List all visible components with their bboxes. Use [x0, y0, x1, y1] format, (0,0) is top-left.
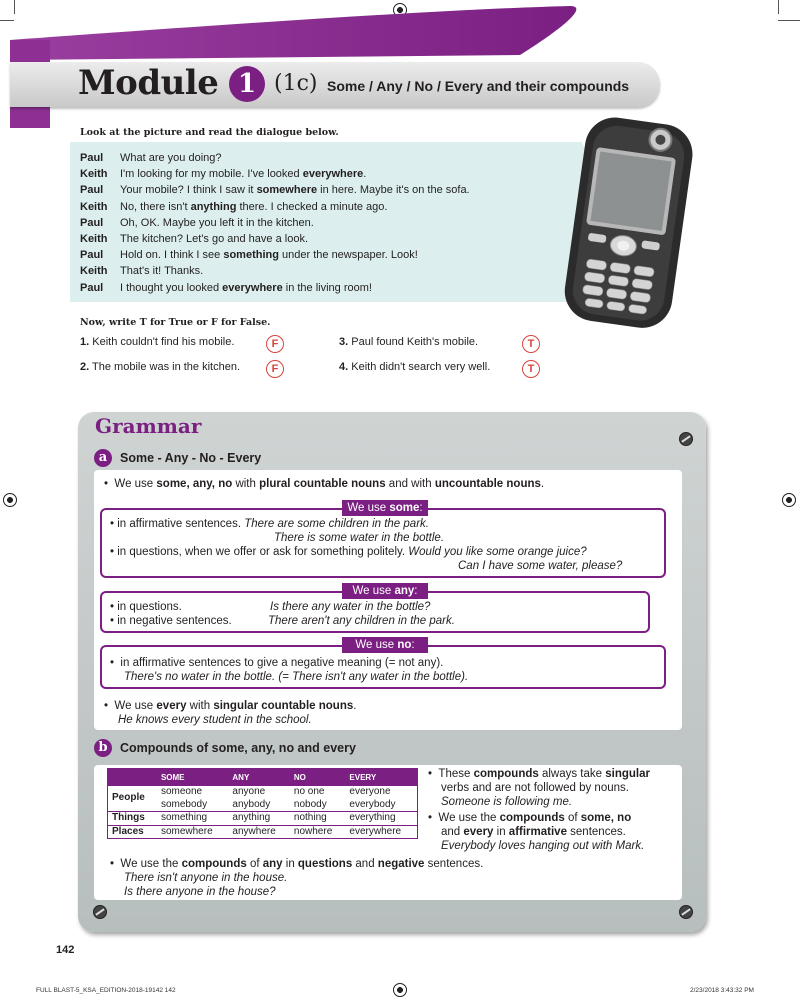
every-rule: • We use every with singular countable nouns.: [104, 700, 357, 712]
footer-right: 2/23/2018 3:43:32 PM: [690, 987, 754, 994]
text-run: in questions, when we offer or ask for something politely.: [117, 546, 409, 558]
text-run: in: [493, 826, 509, 838]
text-run: The kitchen? Let's go and have a look.: [120, 233, 309, 245]
module-number-badge: 1: [229, 66, 265, 102]
text-run: Oh, OK. Maybe you left it in the kitchen.: [120, 216, 314, 229]
any-rule-example: There aren't any children in the park.: [268, 615, 455, 627]
dialogue-speaker: Paul: [80, 216, 104, 229]
text-run: singular countable nouns: [213, 700, 354, 712]
registration-mark-icon: [3, 493, 17, 507]
compounds-note-1: • These compounds always take singular: [428, 768, 650, 780]
table-cell-word: everyone: [349, 786, 391, 797]
compounds-note-2-line2: [441, 825, 626, 839]
text-run: sentences.: [566, 826, 626, 838]
table-column-header: NO: [290, 769, 346, 786]
text-run: .: [540, 478, 545, 490]
text-run: there. I checked a minute ago.: [236, 200, 388, 213]
section-b-badge: b: [94, 739, 112, 757]
text-run: Can I have some water, please?: [458, 560, 623, 572]
table-column-header: [108, 769, 157, 786]
screw-icon: [679, 432, 693, 446]
table-cell-word: anything: [232, 812, 271, 823]
text-run: Hold on. I think I see: [120, 249, 224, 262]
quiz-answer-badge: T: [522, 335, 540, 353]
table-cell-word: everywhere: [349, 825, 402, 837]
text-run: compounds: [473, 768, 539, 780]
table-cell: [345, 812, 417, 826]
lesson-title: Some / Any / No / Every and their compounds: [327, 78, 630, 94]
table-cell: [157, 812, 228, 826]
dialogue-line: [80, 232, 308, 246]
text-run: in the living room!: [282, 281, 372, 294]
text-run: compounds: [181, 858, 247, 870]
text-run: uncountable nouns: [434, 478, 541, 490]
table-cell-word: something: [160, 812, 208, 823]
quiz-item-number: 3.: [339, 336, 349, 348]
quiz-answer-badge: F: [266, 360, 284, 378]
dialogue-line: [80, 264, 203, 278]
text-run: We use: [114, 700, 157, 712]
table-cell-word: anywhere: [232, 825, 276, 837]
some-rule-line: [274, 531, 444, 545]
table-column-header: SOME: [157, 769, 228, 786]
table-cell-word: anybody: [232, 798, 271, 810]
table-row: [108, 825, 418, 839]
dialogue-line: [80, 183, 470, 197]
table-cell-word: somewhere: [160, 825, 213, 837]
section-b-heading: Compounds of some, any, no and every: [120, 741, 356, 755]
any-rule-use: in questions.: [117, 601, 182, 613]
quiz-item-number: 4.: [339, 361, 349, 373]
text-run: These: [438, 768, 474, 780]
any-rule-example: Is there any water in the bottle?: [270, 601, 431, 613]
quiz-item: [80, 336, 234, 348]
text-run: anything: [190, 200, 237, 213]
text-run: some, any, no: [156, 478, 233, 490]
table-cell: [228, 812, 289, 826]
dialogue-line: [80, 216, 314, 230]
text-run: singular: [605, 768, 650, 780]
compounds-note-2: • We use the compounds of some, no: [428, 812, 632, 824]
lesson-code: (1c): [274, 71, 318, 96]
compounds-note-2-example: Everybody loves hanging out with Mark.: [441, 840, 645, 852]
dialogue-speaker: Paul: [80, 249, 104, 262]
crop-mark: [778, 0, 779, 14]
dialogue-speaker: Keith: [80, 168, 108, 181]
table-column-header: ANY: [228, 769, 289, 786]
mobile-phone-illustration: [552, 112, 702, 342]
table-cell: [290, 812, 346, 826]
page-number: 142: [56, 944, 75, 956]
table-cell: [290, 825, 346, 839]
compounds-note-3-example-2: Is there anyone in the house?: [124, 886, 276, 898]
text-run: I thought you looked: [120, 281, 223, 294]
table-cell-word: no one: [293, 786, 325, 797]
text-run: .: [363, 168, 367, 181]
no-label: We use no:: [342, 637, 428, 653]
table-cell-word: nowhere: [293, 825, 333, 837]
quiz-answer-badge: T: [522, 360, 540, 378]
text-run: questions: [297, 858, 353, 870]
text-run: What are you doing?: [120, 152, 222, 164]
dialogue-line: [80, 200, 387, 214]
compounds-note-3-example-1: There isn't anyone in the house.: [124, 872, 288, 884]
footer-left: FULL BLAST-5_KSA_EDITION-2018-19142 142: [36, 987, 176, 994]
compounds-table: [107, 768, 418, 839]
dialogue-speaker: Paul: [80, 152, 104, 164]
screw-icon: [93, 905, 107, 919]
table-cell: [345, 786, 417, 812]
table-cell: [157, 786, 228, 812]
quiz-item: [339, 336, 478, 348]
section-a-badge: a: [94, 449, 112, 467]
some-rule-line: • in questions, when we offer or ask for something politely. Would you like some orange juice?: [110, 546, 587, 558]
table-cell-word: anyone: [232, 786, 266, 797]
quiz-item-number: 2.: [80, 361, 90, 373]
every-example: He knows every student in the school.: [118, 714, 312, 726]
module-word: Module: [78, 63, 219, 103]
dialogue-speaker: Keith: [80, 265, 108, 278]
table-row-label: People: [108, 786, 157, 812]
text-run: and: [352, 858, 378, 870]
text-run: There are some children in the park.: [244, 518, 429, 530]
text-run: We use the: [438, 812, 500, 824]
table-cell: [345, 825, 417, 839]
text-run: some, no: [580, 812, 632, 824]
dialogue-line: [80, 151, 222, 165]
text-run: everywhere: [222, 281, 283, 294]
dialogue-speaker: Keith: [80, 200, 108, 213]
table-cell: [290, 786, 346, 812]
quiz-item: [80, 361, 240, 373]
table-row: [108, 812, 418, 826]
compounds-note-1-line2: verbs and are not followed by nouns.: [441, 782, 629, 794]
crop-mark: [778, 20, 800, 21]
table-cell: [228, 786, 289, 812]
any-rule-use: in negative sentences.: [117, 615, 232, 627]
dialogue-speaker: Paul: [80, 281, 104, 294]
some-label: We use some:: [342, 500, 428, 516]
quiz-answer-badge: F: [266, 335, 284, 353]
text-run: We use the: [120, 858, 182, 870]
any-rule-line: • in negative sentences.: [110, 615, 232, 627]
no-example: There's no water in the bottle. (= There isn't any water in the bottle).: [124, 671, 469, 683]
some-rule-line: • in affirmative sentences. There are some children in the park.: [110, 518, 429, 530]
quiz-item-text: Paul found Keith's mobile.: [351, 336, 479, 348]
screw-icon: [679, 905, 693, 919]
text-run: something: [223, 249, 279, 262]
dialogue-line: [80, 167, 366, 181]
text-run: negative: [377, 858, 425, 870]
table-cell-word: someone: [160, 786, 203, 797]
table-cell-word: everybody: [349, 798, 396, 810]
text-run: with: [232, 478, 260, 490]
text-run: and with: [385, 478, 435, 490]
text-run: every: [463, 826, 494, 838]
dialogue-speaker: Keith: [80, 233, 108, 245]
table-row-label: Things: [108, 812, 157, 826]
text-run: Your mobile? I think I saw it: [120, 184, 257, 197]
dialogue-speaker: Paul: [80, 184, 104, 197]
table-cell-word: somebody: [160, 798, 208, 810]
intro-rule: • We use some, any, no with plural countable nouns and with uncountable nouns.: [104, 478, 545, 490]
table-column-header: EVERY: [345, 769, 417, 786]
table-cell-word: nobody: [293, 798, 327, 810]
table-cell: [228, 825, 289, 839]
text-run: every: [156, 700, 187, 712]
text-run: any: [262, 858, 283, 870]
section-a-heading: Some - Any - No - Every: [120, 451, 262, 465]
quiz-item-text: Keith didn't search very well.: [351, 361, 491, 373]
text-run: No, there isn't: [120, 200, 191, 213]
grammar-title: Grammar: [95, 414, 202, 438]
quiz-item: [339, 361, 490, 373]
text-run: in affirmative sentences.: [117, 518, 245, 530]
compounds-note-3: • We use the compounds of any in questions and negative sentences.: [110, 858, 484, 870]
text-run: I'm looking for my mobile. I've looked: [120, 168, 303, 181]
dialogue-line: [80, 248, 418, 262]
table-cell-word: everything: [349, 812, 396, 823]
text-run: sentences.: [424, 858, 484, 870]
dialogue-instruction: Look at the picture and read the dialogue below.: [80, 127, 339, 138]
table-row-label: Places: [108, 825, 157, 839]
text-run: somewhere: [256, 184, 318, 197]
text-run: always take: [538, 768, 606, 780]
text-run: under the newspaper. Look!: [278, 249, 418, 262]
quiz-item-text: Keith couldn't find his mobile.: [92, 336, 235, 348]
text-run: compounds: [499, 812, 565, 824]
table-cell: [157, 825, 228, 839]
text-run: and: [441, 826, 464, 838]
text-run: There is some water in the bottle.: [274, 532, 445, 544]
text-run: plural countable nouns: [259, 478, 386, 490]
compounds-note-1-example: Someone is following me.: [441, 796, 573, 808]
table-row: [108, 786, 418, 812]
registration-mark-icon: [393, 983, 407, 997]
text-run: of: [564, 812, 581, 824]
quiz-instruction: Now, write T for True or F for False.: [80, 317, 271, 328]
quiz-item-number: 1.: [80, 336, 90, 348]
text-run: of: [246, 858, 263, 870]
text-run: We use: [114, 478, 157, 490]
quiz-item-text: The mobile was in the kitchen.: [92, 361, 241, 373]
any-rule-line: • in questions.: [110, 601, 182, 613]
text-run: with: [186, 700, 214, 712]
text-run: .: [353, 700, 357, 712]
some-rule-line: [458, 559, 622, 573]
no-rule: • in affirmative sentences to give a negative meaning (= not any).: [110, 657, 444, 669]
text-run: in here. Maybe it's on the sofa.: [317, 184, 470, 197]
text-run: everywhere: [302, 168, 364, 181]
dialogue-line: [80, 281, 372, 295]
table-cell-word: nothing: [293, 812, 327, 823]
text-run: Would you like some orange juice?: [408, 546, 587, 558]
text-run: affirmative: [508, 826, 567, 838]
text-run: That's it! Thanks.: [120, 265, 204, 278]
text-run: in: [282, 858, 298, 870]
any-label: We use any:: [342, 583, 428, 599]
registration-mark-icon: [782, 493, 796, 507]
